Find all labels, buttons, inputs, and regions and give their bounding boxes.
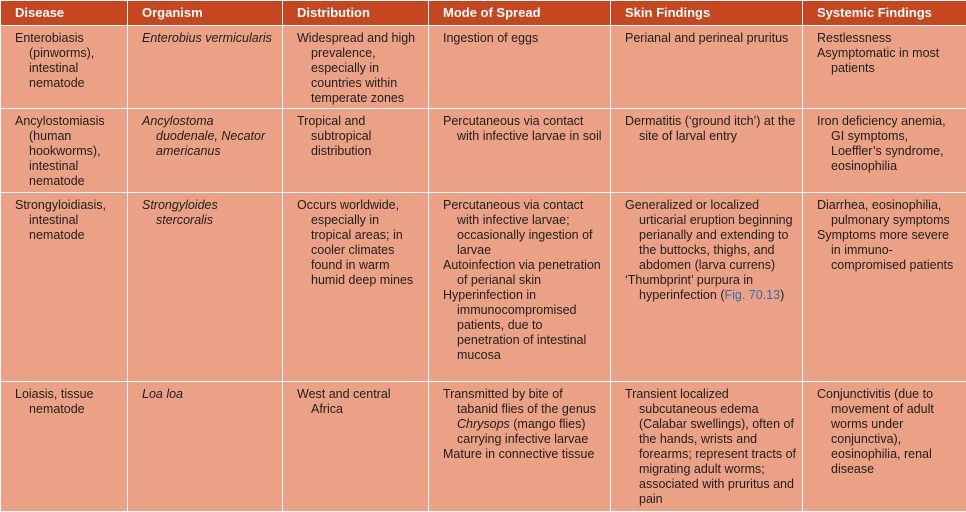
disease-cell [1,26,128,109]
figure-ref-close: ) [780,288,784,302]
disease-cell [1,109,128,193]
skin-text-part: ‘Thumbprint’ purpura in hyperinfection [625,273,753,302]
figure-ref-open: ( [720,288,724,302]
spread-cell [429,26,611,109]
distribution-cell [283,193,429,382]
table-row-strongyloidiasis [1,193,966,382]
table-row-ancylostomiasis [1,109,966,193]
spread-text-part: Transmitted by bite of tabanid flies of the genus [443,387,596,416]
disease-cell [1,193,128,382]
skin-cell [611,193,803,382]
skin-text: Generalized or localized urticarial eruption beginning perianally and extending to the buttocks, thighs, and abdomen (larva currens) [625,198,796,273]
disease-text: Enterobiasis (pinworms), intestinal nematode [15,31,121,91]
systemic-cell [803,109,966,193]
column-header-disease: Disease [1,1,128,26]
skin-text [625,273,796,303]
systemic-text: Symptoms more severe in immuno-compromised patients [817,228,960,273]
spread-cell [429,382,611,512]
column-header-skin-findings: Skin Findings [611,1,803,26]
spread-text: Autoinfection via penetration of perianal skin [443,258,604,288]
disease-text: Strongyloidiasis, intestinal nematode [15,198,121,243]
systemic-cell [803,193,966,382]
spread-cell [429,109,611,193]
spread-text-part: (mango flies) carrying infective larvae [457,417,588,446]
column-header-mode-of-spread: Mode of Spread [429,1,611,26]
spread-text: Percutaneous via contact with infective larvae; occasionally ingestion of larvae [443,198,604,258]
systemic-text: Asymptomatic in most patients [817,46,960,76]
spread-text: Percutaneous via contact with infective larvae in soil [443,114,604,144]
distribution-text: Widespread and high prevalence, especially in countries within temperate zones [297,31,422,106]
skin-cell [611,109,803,193]
column-header-organism: Organism [128,1,283,26]
column-header-systemic-findings: Systemic Findings [803,1,966,26]
spread-text: Ingestion of eggs [443,31,604,46]
systemic-cell [803,382,966,512]
organism-text: Loa loa [142,387,276,402]
organism-text: Ancylostoma duodenale, Necator americanus [142,114,276,159]
spread-cell [429,193,611,382]
skin-cell [611,26,803,109]
systemic-cell [803,26,966,109]
distribution-cell [283,26,429,109]
skin-text: Perianal and perineal pruritus [625,31,796,46]
disease-text: Ancylostomiasis (human hookworms), intestinal nematode [15,114,121,189]
systemic-text: Diarrhea, eosinophilia, pulmonary symptoms [817,198,960,228]
skin-text: Dermatitis (‘ground itch’) at the site of larval entry [625,114,796,144]
organism-cell [128,26,283,109]
skin-cell [611,382,803,512]
organism-cell [128,382,283,512]
organism-cell [128,109,283,193]
distribution-text: West and central Africa [297,387,422,417]
distribution-cell [283,109,429,193]
table-row-loiasis [1,382,966,512]
figure-reference-link[interactable]: Fig. 70.13 [724,288,780,302]
organism-cell [128,193,283,382]
genus-name: Chrysops [457,417,510,431]
organism-text: Strongyloides stercoralis [142,198,276,228]
disease-text: Loiasis, tissue nematode [15,387,121,417]
disease-cell [1,382,128,512]
systemic-text: Restlessness [817,31,960,46]
distribution-text: Occurs worldwide, especially in tropical areas; in cooler climates found in warm humid deep mines [297,198,422,288]
distribution-cell [283,382,429,512]
skin-text: Transient localized subcutaneous edema (Calabar swellings), often of the hands, wrists and forearms; represent tracts of migrating adult worms; associated with pruritus and pain [625,387,796,507]
distribution-text: Tropical and subtropical distribution [297,114,422,159]
spread-text: Mature in connective tissue [443,447,604,462]
spread-text: Hyperinfection in immunocompromised patients, due to penetration of intestinal mucosa [443,288,604,363]
organism-text: Enterobius vermicularis [142,31,276,46]
systemic-text: Conjunctivitis (due to movement of adult worms under conjunctiva), eosinophilia, renal disease [817,387,960,477]
header-row [1,1,966,26]
spread-text [443,387,604,447]
column-header-distribution: Distribution [283,1,429,26]
table-row-enterobiasis [1,26,966,109]
systemic-text: Iron deficiency anemia, GI symptoms, Loeffler’s syndrome, eosinophilia [817,114,960,174]
